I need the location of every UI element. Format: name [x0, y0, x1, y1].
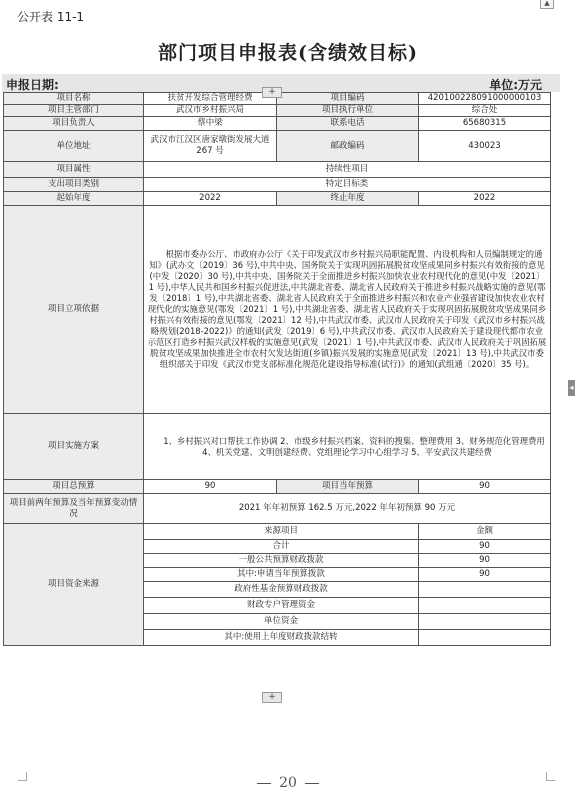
page-number: 20: [279, 775, 297, 791]
fund-col-header: 来源项目: [144, 524, 419, 540]
cell-value: 2022: [419, 192, 551, 206]
table-row: [4, 162, 551, 178]
cell-value: 420100228091000000103: [419, 93, 551, 105]
cell-label: 项目前两年预算及当年预算变动情况: [4, 494, 144, 524]
cell-label: 项目主管部门: [4, 105, 144, 117]
cell-label: 项目资金来源: [4, 524, 144, 646]
cell-label: 邮政编码: [277, 131, 419, 162]
cell-value: 2021 年年初预算 162.5 万元,2022 年年初预算 90 万元: [144, 494, 551, 524]
fund-amount: [419, 630, 551, 646]
project-table: [3, 92, 551, 646]
fund-name: 政府性基金预算财政拨款: [144, 582, 419, 598]
collapse-toggle-icon[interactable]: ▲: [540, 0, 554, 9]
cell-value: 武汉市乡村振兴局: [144, 105, 277, 117]
plan-text: 1、乡村振兴对口帮扶工作协调 2、市级乡村振兴档案、资料的搜集、整理费用 3、财务规范化管理费用 4、机关党建、文明创建经费、党组理论学习中心组学习 5、平安武汉共建经费: [144, 414, 551, 480]
plus-icon[interactable]: +: [262, 87, 282, 98]
cell-label: 项目名称: [4, 93, 144, 105]
fund-name: 单位资金: [144, 614, 419, 630]
fund-name: 一般公共预算财政拨款: [144, 554, 419, 568]
fund-name: 合计: [144, 540, 419, 554]
table-row: [4, 414, 551, 480]
page-title: 部门项目申报表(含绩效目标): [158, 42, 418, 64]
fund-amount: [419, 598, 551, 614]
fund-amount: 90: [419, 540, 551, 554]
cell-label: 单位地址: [4, 131, 144, 162]
cell-label: 项目立项依据: [4, 206, 144, 414]
cell-label: 联系电话: [277, 117, 419, 131]
fund-name: 财政专户管理资金: [144, 598, 419, 614]
cell-value: 65680315: [419, 117, 551, 131]
cell-value: 持续性项目: [144, 162, 551, 178]
cell-value: 90: [419, 480, 551, 494]
table-row: [4, 131, 551, 162]
cell-label: 终止年度: [277, 192, 419, 206]
fund-amount: 90: [419, 554, 551, 568]
table-row: [4, 117, 551, 131]
table-row: [4, 178, 551, 192]
page-footer: [0, 775, 576, 791]
cell-value: 武汉市江汉区唐家墩街发展大道 267 号: [144, 131, 277, 162]
cell-label: 项目总预算: [4, 480, 144, 494]
table-row: [4, 480, 551, 494]
plus-icon[interactable]: +: [262, 692, 282, 703]
fund-name: 其中:使用上年度财政拨款结转: [144, 630, 419, 646]
table-row: [4, 105, 551, 117]
scroll-handle-icon[interactable]: ◂: [568, 380, 575, 396]
fund-amount: [419, 614, 551, 630]
cell-label: 支出项目类别: [4, 178, 144, 192]
fund-col-header: 金额: [419, 524, 551, 540]
basis-text: 根据市委办公厅、市政府办公厅《关于印发武汉市乡村振兴局职能配置、内设机构和人员编制规定的通知》(武办文〔2019〕36 号),中共中央、国务院关于实现巩固拓展脱贫攻坚成果同乡村振兴有效衔接的意见(中发〔2020〕30 号),中共中央、国务院关于全面推进乡村振兴加快农业农村现代化的意见(中发〔2021〕1 号),中华人民共和国乡村振兴促进法,中共湖北省委、湖北省人民政府关于推进乡村振兴战略实施的意见(鄂发〔2018〕1 号),中共湖北省委、湖北省人民政府关于全面推进乡村振兴和农业产业强省建设加快农业农村现代化的实施意见(鄂发〔2021〕1 号),中共湖北省委、湖北省人民政府关于实现巩固拓展脱贫攻坚成果同乡村振兴有效衔接的意见(鄂发〔2021〕12 号),中共武汉市委、武汉市人民政府关于印发《武汉市乡村振兴战略规划(2018-2022)》的通知(武发〔2019〕6 号),中共武汉市委、武汉市人民政府关于建设现代都市农业示范区打造乡村振兴武汉样板的实施意见(武发〔2021〕1 号),中共武汉市委、武汉市人民政府关于巩固拓展脱贫攻坚成果加快推进全市农村欠发达街道(乡镇)振兴发展的实施意见(武发〔2021〕13 号),中共武汉市委组织部关于印发《武汉市党支部标准化规范化建设指导标准(试行)》的通知(武组通〔2020〕35 号)。: [144, 206, 551, 414]
cell-value: 特定目标类: [144, 178, 551, 192]
fund-amount: 90: [419, 568, 551, 582]
cell-value: 综合处: [419, 105, 551, 117]
cell-label: 项目当年预算: [277, 480, 419, 494]
cell-label: 项目执行单位: [277, 105, 419, 117]
cell-value: 430023: [419, 131, 551, 162]
cell-value: 扶贫开发综合管理经费: [144, 93, 277, 105]
table-row: [4, 494, 551, 524]
cell-label: 项目负责人: [4, 117, 144, 131]
cell-value: 蔡中梁: [144, 117, 277, 131]
cell-value: 90: [144, 480, 277, 494]
cell-label: 项目属性: [4, 162, 144, 178]
form-number: 公开表 11-1: [17, 10, 85, 24]
cell-label: 起始年度: [4, 192, 144, 206]
cell-label: 项目实施方案: [4, 414, 144, 480]
table-row: [4, 192, 551, 206]
unit-label: 单位:万元: [489, 78, 542, 92]
fund-name: 其中:申请当年预算拨款: [144, 568, 419, 582]
table-row: [4, 524, 551, 540]
fund-amount: [419, 582, 551, 598]
cell-value: 2022: [144, 192, 277, 206]
cell-label: 项目编码: [277, 93, 419, 105]
date-label: 申报日期:: [6, 78, 59, 92]
table-row: [4, 206, 551, 414]
